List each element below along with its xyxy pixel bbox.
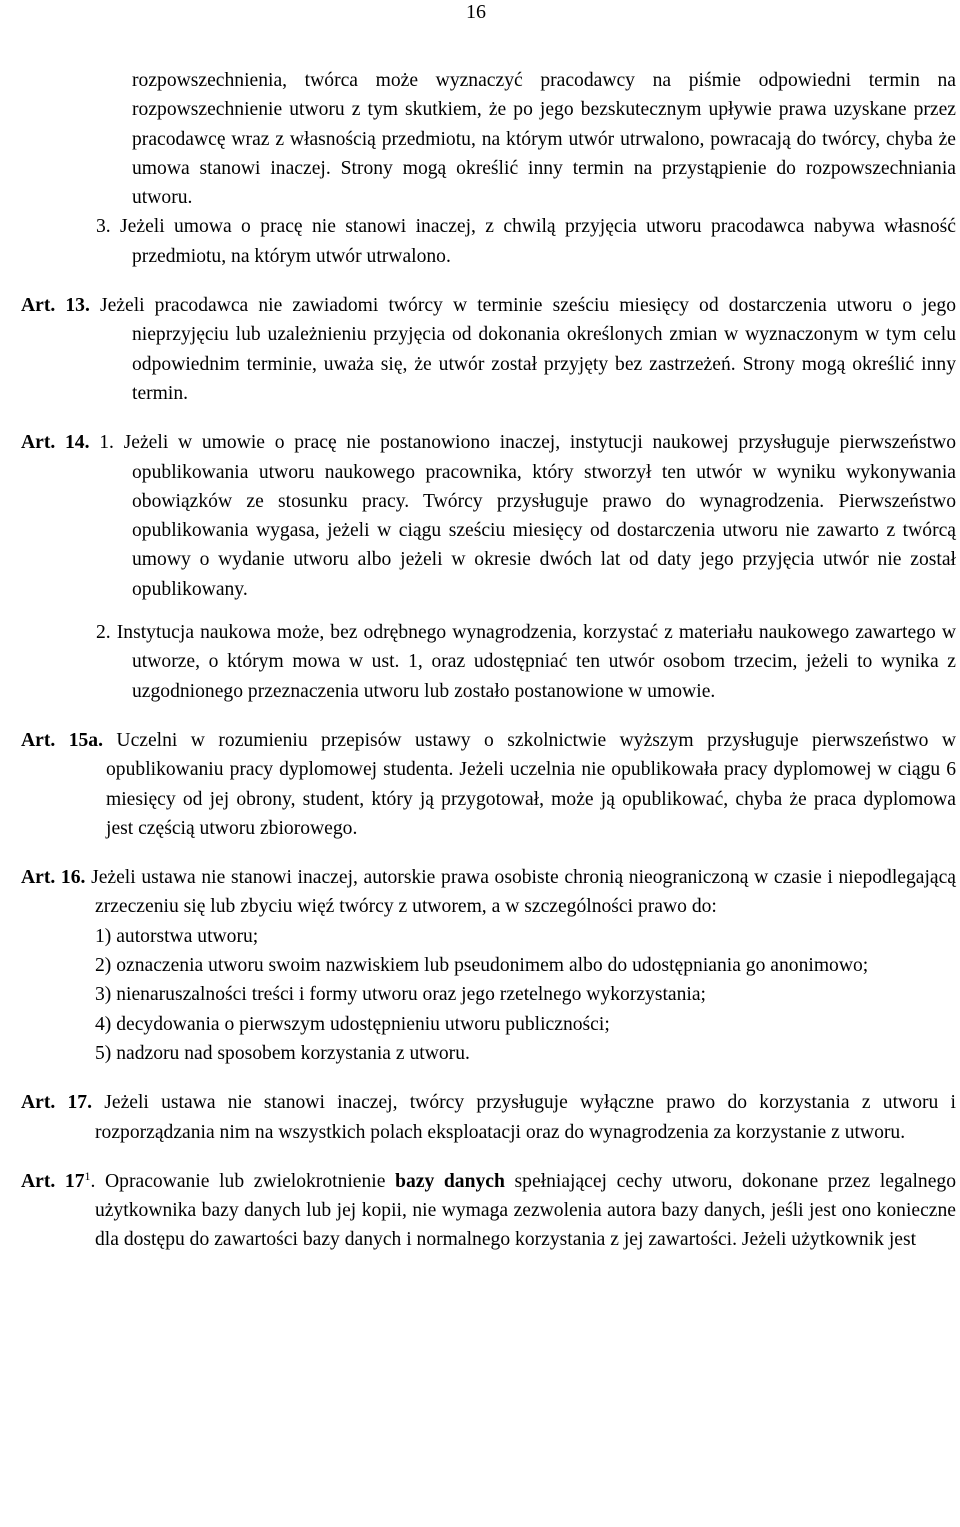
article-15a-text: Uczelni w rozumieniu przepisów ustawy o szkolnictwie wyższym przysługuje pierwszeństwo w opublikowaniu pracy dyplomowej studenta. Jeżeli uczelnia nie opublikowała pracy dyplomowej w ciągu 6 miesięcy od jej obrony, student, który ją przygotował, może ją opublikować, chyba że praca dyplomowa jest częścią utworu zbiorowego. bbox=[103, 729, 956, 839]
article-13 bbox=[0, 291, 960, 408]
article-17-1 bbox=[0, 1167, 960, 1255]
article-14 bbox=[0, 428, 960, 604]
paragraph-continuation: rozpowszechnienia, twórca może wyznaczyć pracodawcy na piśmie odpowiedni termin na rozpowszechnienie utworu z tym skutkiem, że po jego bezskutecznym upływie prawa uzyskane przez pracodawcę wraz z własnością przedmiotu, na którym utwór utrwalono, powracają do twórcy, chyba że umowa stanowi inaczej. Strony mogą określić inny termin na przystąpienie do rozpowszechniania utworu. bbox=[132, 70, 956, 209]
list-item: 5) nadzoru nad sposobem korzystania z utworu. bbox=[95, 1042, 470, 1064]
article-17-1-text-after: spełniającej cechy utworu, dokonane przez legalnego użytkownika bazy danych lub jej kopii, nie wymaga zezwolenia autora bazy danych, jeśli jest ono konieczne dla dostępu do zawartości bazy danych i normalnego korzystania z jej zawartości. Jeżeli użytkownik jest bbox=[95, 1170, 956, 1251]
article-13-label: Art. 13. bbox=[21, 295, 90, 317]
article-14-text: 1. Jeżeli w umowie o pracę nie postanowiono inaczej, instytucji naukowej przysługuje pierwszeństwo opublikowania utworu naukowego pracownika, który stworzył ten utwór w wyniku wykonywania obowiązków ze stosunku pracy. Twórcy przysługuje prawo do wynagrodzenia. Pierwszeństwo opublikowania wygasa, jeżeli w ciągu sześciu miesięcy od dostarczenia utworu nie zawarto z twórcą umowy o wydanie utworu albo jeżeli w okresie dwóch lat od daty jego przyjęcia utwór nie został opublikowany. bbox=[89, 432, 956, 600]
list-item: 4) decydowania o pierwszym udostępnieniu utworu publiczności; bbox=[95, 1013, 610, 1035]
article-15a bbox=[0, 726, 960, 843]
article-15a-label: Art. 15a. bbox=[21, 729, 103, 751]
article-17-1-text-before: Opracowanie lub zwielokrotnienie bbox=[95, 1170, 396, 1192]
article-17-1-bold-term: bazy danych bbox=[395, 1170, 505, 1192]
document-body bbox=[0, 66, 960, 1255]
article-17 bbox=[0, 1088, 960, 1147]
paragraph-3: 3. Jeżeli umowa o pracę nie stanowi inaczej, z chwilą przyjęcia utworu pracodawca nabywa własność przedmiotu, na którym utwór utrwalono. bbox=[96, 216, 956, 267]
article-17-label: Art. 17. bbox=[21, 1092, 93, 1114]
article-17-1-superscript: 1 bbox=[84, 1168, 91, 1183]
article-14-paragraph-2: 2. Instytucja naukowa może, bez odrębnego wynagrodzenia, korzystać z materiału naukowego zawartego w utworze, o którym mowa w ust. 1, oraz udostępniać ten utwór osobom trzecim, jeżeli to wynika z uzgodnionego przeznaczenia utworu lub zostało postanowione w umowie. bbox=[96, 622, 956, 702]
list-item: 1) autorstwa utworu; bbox=[95, 925, 259, 947]
page-number: 16 bbox=[466, 1, 486, 23]
article-13-text: Jeżeli pracodawca nie zawiadomi twórcy w terminie sześciu miesięcy od dostarczenia utworu o jego nieprzyjęciu lub uzależnieniu przyjęcia od dokonania określonych zmian w wyznaczonym w tym celu odpowiednim terminie, uważa się, że utwór został przyjęty bez zastrzeżeń. Strony mogą określić inny termin. bbox=[89, 295, 956, 404]
article-16-text: Jeżeli ustawa nie stanowi inaczej, autorskie prawa osobiste chronią nieograniczoną w czasie i niepodlegającą zrzeczeniu się lub zbyciu więź twórcy z utworem, a w szczególności prawo do: bbox=[85, 867, 956, 918]
article-17-1-label: Art. 17 bbox=[21, 1170, 85, 1192]
article-16-label: Art. 16. bbox=[21, 867, 86, 889]
article-17-1-dot: . bbox=[90, 1170, 96, 1192]
article-14-label: Art. 14. bbox=[21, 432, 90, 454]
article-17-text: Jeżeli ustawa nie stanowi inaczej, twórcy przysługuje wyłączne prawo do korzystania z utworu i rozporządzania nim na wszystkich polach eksploatacji oraz do wynagrodzenia za korzystanie z utworu. bbox=[92, 1092, 956, 1143]
list-item: 2) oznaczenia utworu swoim nazwiskiem lub pseudonimem albo do udostępniania go anonimowo; bbox=[95, 955, 869, 977]
list-item: 3) nienaruszalności treści i formy utworu oraz jego rzetelnego wykorzystania; bbox=[95, 984, 706, 1006]
article-16 bbox=[0, 863, 960, 922]
